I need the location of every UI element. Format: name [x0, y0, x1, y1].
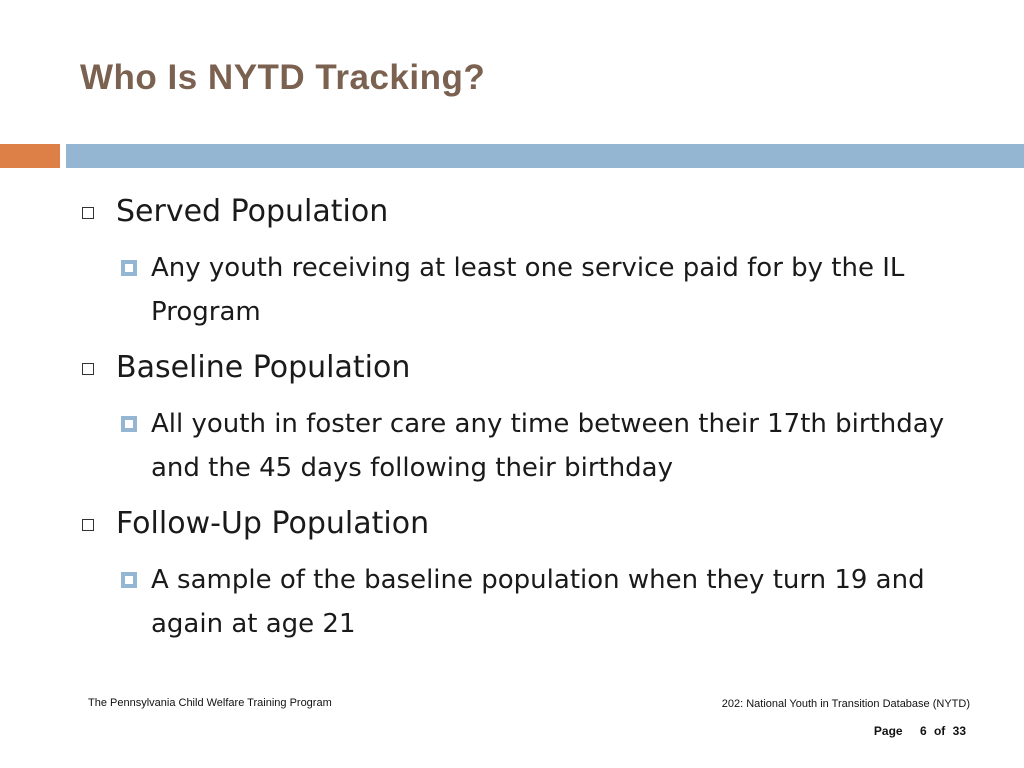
footer-organization: The Pennsylvania Child Welfare Training Program	[88, 697, 332, 709]
page-current: 6	[919, 724, 927, 738]
bullet-detail: A sample of the baseline population when they turn 19 and again at age 21	[151, 565, 925, 639]
square-bullet-icon	[121, 572, 137, 588]
accent-bar-orange	[0, 144, 60, 168]
slide-title: Who Is NYTD Tracking?	[80, 58, 486, 97]
accent-bar-blue	[66, 144, 1024, 168]
square-bullet-icon	[82, 519, 94, 531]
page-label: Page	[873, 724, 903, 738]
square-bullet-icon	[121, 416, 137, 432]
footer-course-title: 202: National Youth in Transition Database (NYTD)	[721, 698, 970, 710]
square-bullet-icon	[121, 260, 137, 276]
bullet-detail: All youth in foster care any time between their 17th birthday and the 45 days following their birthday	[151, 409, 945, 483]
page-total: 33	[952, 724, 966, 738]
square-bullet-icon	[82, 207, 94, 219]
bullet-heading: Baseline Population	[116, 350, 411, 385]
bullet-heading: Follow-Up Population	[116, 506, 430, 541]
bullet-detail: Any youth receiving at least one service paid for by the IL Program	[151, 253, 905, 327]
page-of: of	[933, 724, 946, 738]
square-bullet-icon	[82, 363, 94, 375]
bullet-heading: Served Population	[116, 194, 389, 229]
page-number	[870, 724, 966, 738]
